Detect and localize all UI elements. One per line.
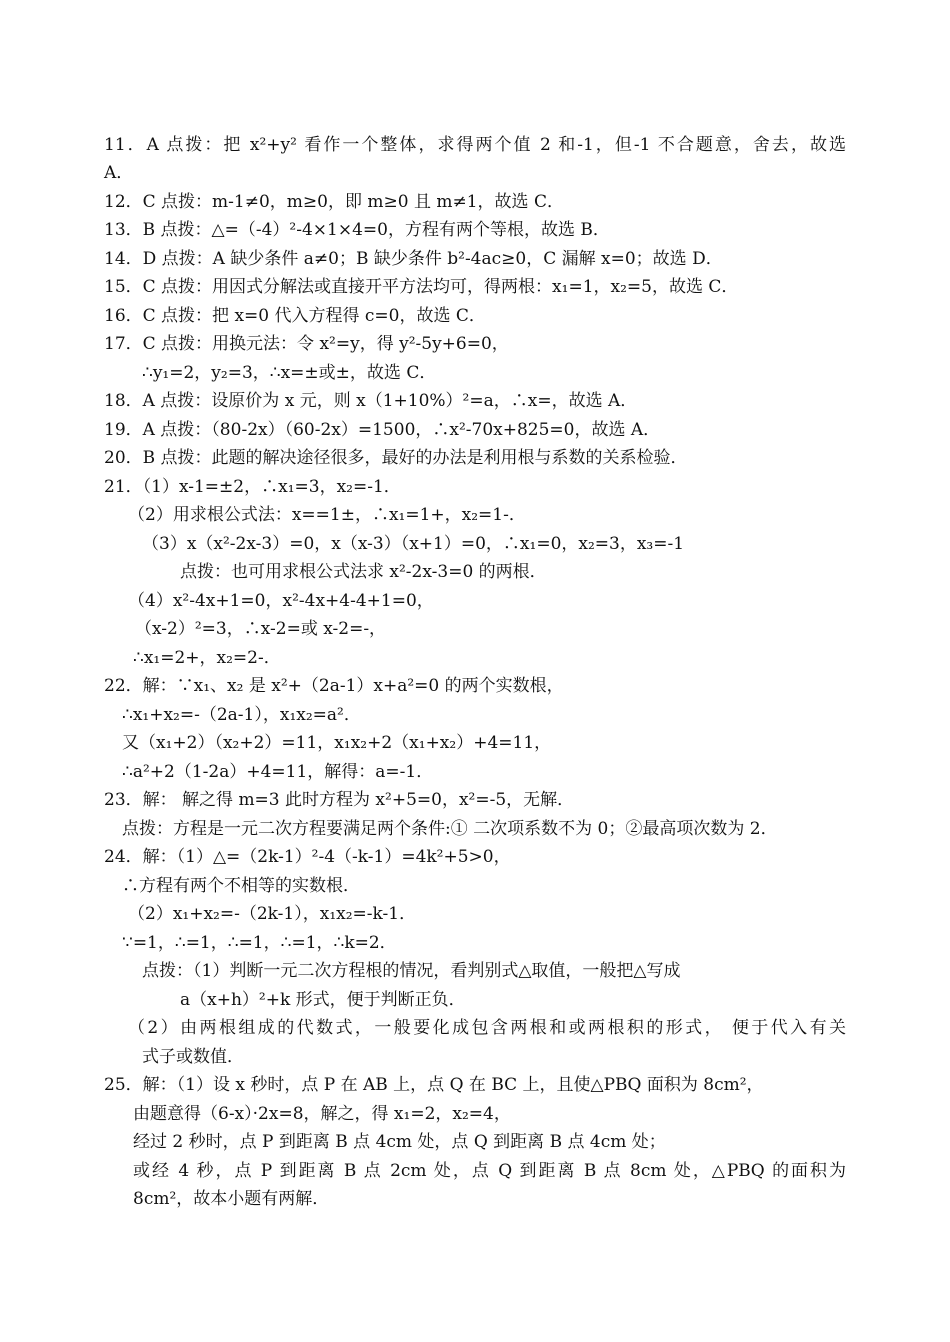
answer-20: 20．B 点拨：此题的解决途径很多，最好的办法是利用根与系数的关系检验． <box>104 448 688 468</box>
answer-21-part4-line2: （x-2）²=3，∴x-2=或 x-2=-， <box>135 619 387 639</box>
answer-22-line3: 又（x₁+2）（x₂+2）=11，x₁x₂+2（x₁+x₂）+4=11， <box>122 733 552 753</box>
answer-25-line5: 8cm²，故本小题有两解． <box>133 1189 330 1209</box>
answer-17-cont: ∴y₁=2，y₂=3，∴x=±或±，故选 C． <box>142 363 437 383</box>
answer-19: 19．A 点拨：（80-2x）（60-2x）=1500，∴x²-70x+825=0，故选 A． <box>104 420 661 440</box>
answer-25: 25．解：（1）设 x 秒时，点 P 在 AB 上，点 Q 在 BC 上，且使△PBQ 面积为 8cm²， <box>104 1075 764 1095</box>
answer-22-line2: ∴x₁+x₂=-（2a-1），x₁x₂=a²． <box>122 705 361 725</box>
answer-15: 15．C 点拨：用因式分解法或直接开平方法均可，得两根：x₁=1，x₂=5，故选 C． <box>104 277 739 297</box>
answer-13: 13．B 点拨：△=（-4）²-4×1×4=0，方程有两个等根，故选 B． <box>104 220 610 240</box>
answer-17: 17．C 点拨：用换元法：令 x²=y，得 y²-5y+6=0， <box>104 334 509 354</box>
answer-24-line2: ∴方程有两个不相等的实数根． <box>122 876 360 896</box>
answer-18: 18．A 点拨：设原价为 x 元，则 x（1+10%）²=a，∴x=，故选 A． <box>104 391 638 411</box>
answer-23-hint: 点拨：方程是一元二次方程要满足两个条件:① 二次项系数不为 0；②最高项次数为 2． <box>122 819 778 839</box>
answer-25-line4: 或经 4 秒，点 P 到距离 B 点 2cm 处，点 Q 到距离 B 点 8cm 处，△PBQ 的面积为 <box>133 1161 846 1181</box>
answer-14: 14．D 点拨：A 缺少条件 a≠0；B 缺少条件 b²-4ac≥0，C 漏解 x=0；故选 D． <box>104 249 723 269</box>
answer-22-line4: ∴a²+2（1-2a）+4=11，解得：a=-1． <box>122 762 434 782</box>
answer-11-cont: A． <box>104 163 134 183</box>
answer-24-line4: ∵=1，∴=1，∴=1，∴=1，∴k=2． <box>122 933 397 953</box>
answer-21-part2: （2）用求根公式法：x==1±，∴x₁=1+，x₂=1-． <box>128 505 526 525</box>
answer-21-part4: （4）x²-4x+1=0，x²-4x+4-4+1=0， <box>128 591 434 611</box>
answer-16: 16．C 点拨：把 x=0 代入方程得 c=0，故选 C． <box>104 306 486 326</box>
answer-24-hint-part2-cont: 式子或数值． <box>142 1047 244 1067</box>
answer-12: 12．C 点拨：m-1≠0，m≥0，即 m≥0 且 m≠1，故选 C． <box>104 192 564 212</box>
answer-21-part1: 21．（1）x-1=±2，∴x₁=3，x₂=-1． <box>104 477 401 497</box>
answer-24-hint-line2: a（x+h）²+k 形式，便于判断正负． <box>180 990 466 1010</box>
answer-21-hint: 点拨：也可用求根公式法求 x²-2x-3=0 的两根． <box>180 562 547 582</box>
answer-24-hint: 点拨：（1）判断一元二次方程根的情况，看判别式△取值，一般把△写成 <box>142 961 681 981</box>
answer-22: 22．解：∵x₁、x₂ 是 x²+（2a-1）x+a²=0 的两个实数根， <box>104 676 564 696</box>
answer-21-part3: （3）x（x²-2x-3）=0，x（x-3）（x+1）=0，∴x₁=0，x₂=3，x₃=-1 <box>142 534 685 554</box>
answer-23: 23．解： 解之得 m=3 此时方程为 x²+5=0，x²=-5，无解． <box>104 790 575 810</box>
answer-24: 24．解：（1）△=（2k-1）²-4（-k-1）=4k²+5>0， <box>104 847 511 867</box>
answer-24-hint-part2: （2）由两根组成的代数式，一般要化成包含两根和或两根积的形式， 便于代入有关 <box>128 1018 846 1038</box>
answer-25-line2: 由题意得（6-x）·2x=8，解之，得 x₁=2，x₂=4， <box>133 1104 511 1124</box>
answer-24-part2: （2）x₁+x₂=-（2k-1），x₁x₂=-k-1． <box>128 904 417 924</box>
answer-11: 11．A 点拨：把 x²+y² 看作一个整体，求得两个值 2 和-1，但-1 不合题意，舍去，故选 <box>104 135 846 155</box>
answer-25-line3: 经过 2 秒时，点 P 到距离 B 点 4cm 处，点 Q 到距离 B 点 4cm 处； <box>133 1132 666 1152</box>
answer-21-part4-line3: ∴x₁=2+，x₂=2-． <box>133 648 281 668</box>
